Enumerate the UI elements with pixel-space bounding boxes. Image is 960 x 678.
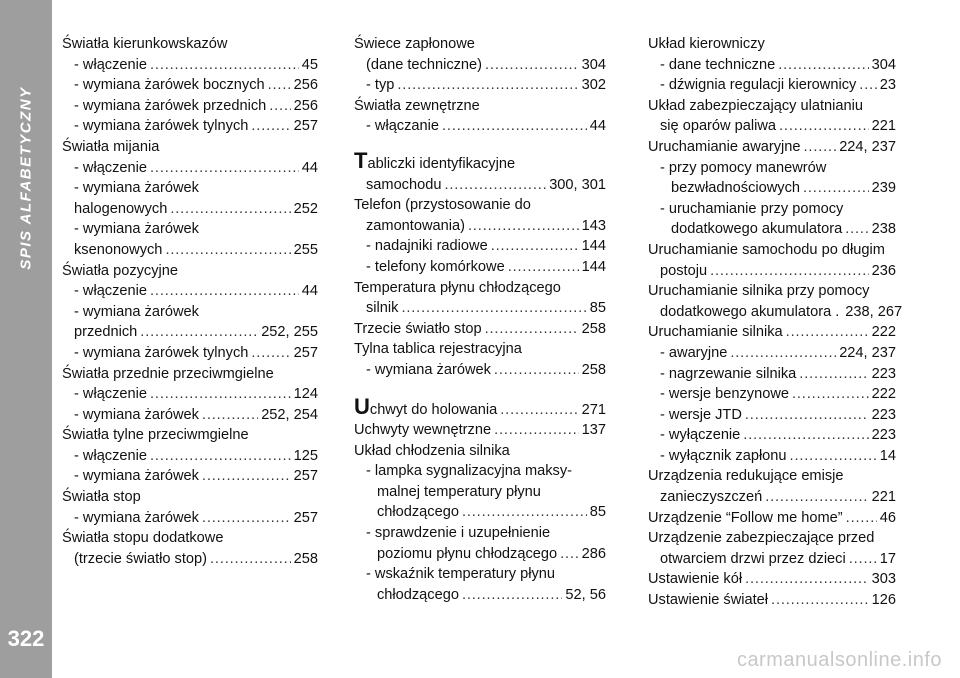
index-entry: ksenonowych . . . 255 <box>62 240 318 261</box>
index-entry: bezwładnościowych . . . 239 <box>648 178 896 199</box>
index-entry: - wymiana żarówek . . . 257 <box>62 508 318 529</box>
index-entry: się oparów paliwa . . . 221 <box>648 116 896 137</box>
index-heading: Urządzenie zabezpieczające przed <box>648 530 875 547</box>
index-entry: - wymiana żarówek . . . 257 <box>62 466 318 487</box>
index-heading: Światła pozycyjne <box>62 262 178 279</box>
index-entry: postoju . . . 236 <box>648 261 896 282</box>
index-entry: - włączanie . . . 44 <box>354 116 606 137</box>
index-entry: - wersje benzynowe . . . 222 <box>648 384 896 405</box>
index-entry: (trzecie światło stop) . . . 258 <box>62 549 318 570</box>
index-heading: Światła mijania <box>62 138 160 155</box>
index-entry: - nadajniki radiowe . . . 144 <box>354 236 606 257</box>
index-heading: Światła zewnętrzne <box>354 97 480 114</box>
index-entry: - wymiana żarówek . . . 258 <box>354 360 606 381</box>
index-entry: Ustawienie świateł . . . 126 <box>648 590 896 611</box>
index-entry: otwarciem drzwi przez dzieci . . . 17 <box>648 549 896 570</box>
index-entry: poziomu płynu chłodzącego . . . 286 <box>354 544 606 565</box>
index-entry: Ustawienie kół . . . 303 <box>648 569 896 590</box>
index-entry: silnik . . . 85 <box>354 298 606 319</box>
index-entry: - awaryjne . . . 224, 237 <box>648 343 896 364</box>
index-entry: - telefony komórkowe . . . 144 <box>354 257 606 278</box>
index-entry: - włączenie . . . 45 <box>62 55 318 76</box>
index-heading: Światła stop <box>62 489 141 506</box>
index-heading: Tylna tablica rejestracyjna <box>354 341 522 358</box>
index-entry: - wymiana żarówek tylnych . . . 257 <box>62 343 318 364</box>
index-entry: - nagrzewanie silnika . . . 223 <box>648 364 896 385</box>
index-heading: Światła kierunkowskazów <box>62 36 228 52</box>
index-heading: Temperatura płynu chłodzącego <box>354 279 561 296</box>
index-heading: Światła przednie przeciwmgielne <box>62 365 274 382</box>
index-heading: Układ kierowniczy <box>648 36 765 52</box>
section-letter: U <box>354 393 370 419</box>
index-entry: - wyłączenie . . . 223 <box>648 425 896 446</box>
index-heading: Światła tylne przeciwmgielne <box>62 427 249 444</box>
index-entry: Uruchamianie awaryjne . . . 224, 237 <box>648 137 896 158</box>
index-subentry-line: - wskaźnik temperatury płynu <box>366 566 555 583</box>
index-entry: halogenowych . . . 252 <box>62 199 318 220</box>
index-entry: - włączenie . . . 44 <box>62 158 318 179</box>
index-entry: Uchwyt do holowania . . . 271 <box>354 397 606 421</box>
index-entry: chłodzącego . . . 85 <box>354 502 606 523</box>
section-letter: T <box>354 147 368 173</box>
index-entry: - wymiana żarówek tylnych . . . 257 <box>62 116 318 137</box>
index-column-3 <box>648 34 903 611</box>
index-heading: Światła stopu dodatkowe <box>62 530 224 547</box>
index-entry: - wymiana żarówek przednich . . . 256 <box>62 96 318 117</box>
index-heading: Urządzenia redukujące emisje <box>648 468 844 485</box>
index-heading: Uruchamianie samochodu po długim <box>648 241 885 258</box>
index-heading: Uruchamianie silnika przy pomocy <box>648 283 870 300</box>
index-entry: zanieczyszczeń . . . 221 <box>648 487 896 508</box>
index-entry: - wersje JTD . . . 223 <box>648 405 896 426</box>
index-entry: zamontowania) . . . 143 <box>354 216 606 237</box>
index-entry: samochodu . . . 300, 301 <box>354 175 606 196</box>
index-heading: Świece zapłonowe <box>354 36 475 52</box>
index-subentry-line: - wymiana żarówek <box>74 180 199 197</box>
index-entry: (dane techniczne) . . . 304 <box>354 55 606 76</box>
index-entry: - włączenie . . . 44 <box>62 281 318 302</box>
index-entry: - typ . . . 302 <box>354 75 606 96</box>
index-heading: Układ chłodzenia silnika <box>354 442 510 459</box>
index-entry: - wymiana żarówek . . . 252, 254 <box>62 405 318 426</box>
index-subentry-line: malnej temperatury płynu <box>377 483 541 500</box>
index-entry: Uruchamianie silnika . . . 222 <box>648 322 896 343</box>
index-subentry-line: - uruchamianie przy pomocy <box>660 200 844 217</box>
index-entry: przednich . . . 252, 255 <box>62 322 318 343</box>
index-column-1 <box>62 34 318 569</box>
index-subentry-line: - lampka sygnalizacyjna maksy- <box>366 463 573 480</box>
index-entry: Trzecie światło stop . . . 258 <box>354 319 606 340</box>
page-number: 322 <box>7 626 45 651</box>
index-entry: - dane techniczne . . . 304 <box>648 55 896 76</box>
index-heading: Tabliczki identyfikacyjne <box>354 147 516 173</box>
index-subentry-line: - wymiana żarówek <box>74 221 199 238</box>
index-entry: chłodzącego . . . 52, 56 <box>354 585 606 606</box>
index-entry: - wyłącznik zapłonu . . . 14 <box>648 446 896 467</box>
sidebar <box>0 0 52 678</box>
index-heading: Telefon (przystosowanie do <box>354 197 531 214</box>
index-subentry-line: - wymiana żarówek <box>74 303 199 320</box>
index-entry: - wymiana żarówek bocznych . . . 256 <box>62 75 318 96</box>
index-entry: dodatkowego akumulatora . . . 238 <box>648 219 896 240</box>
index-entry: - dźwignia regulacji kierownicy . . . 23 <box>648 75 896 96</box>
index-entry: Uchwyty wewnętrzne . . . 137 <box>354 420 606 441</box>
index-entry: - włączenie . . . 125 <box>62 446 318 467</box>
index-subentry-line: - sprawdzenie i uzupełnienie <box>366 525 551 542</box>
index-entry: dodatkowego akumulatora . 238, 267 <box>660 303 903 320</box>
index-column-2 <box>354 34 606 605</box>
index-entry: - włączenie . . . 124 <box>62 384 318 405</box>
index-heading: Układ zabezpieczający ulatnianiu <box>648 97 863 114</box>
watermark: carmanualsonline.info <box>736 649 942 671</box>
section-title: SPIS ALFABETYCZNY <box>17 86 35 270</box>
index-subentry-line: - przy pomocy manewrów <box>660 159 827 176</box>
index-entry: Urządzenie “Follow me home” . . . 46 <box>648 508 896 529</box>
